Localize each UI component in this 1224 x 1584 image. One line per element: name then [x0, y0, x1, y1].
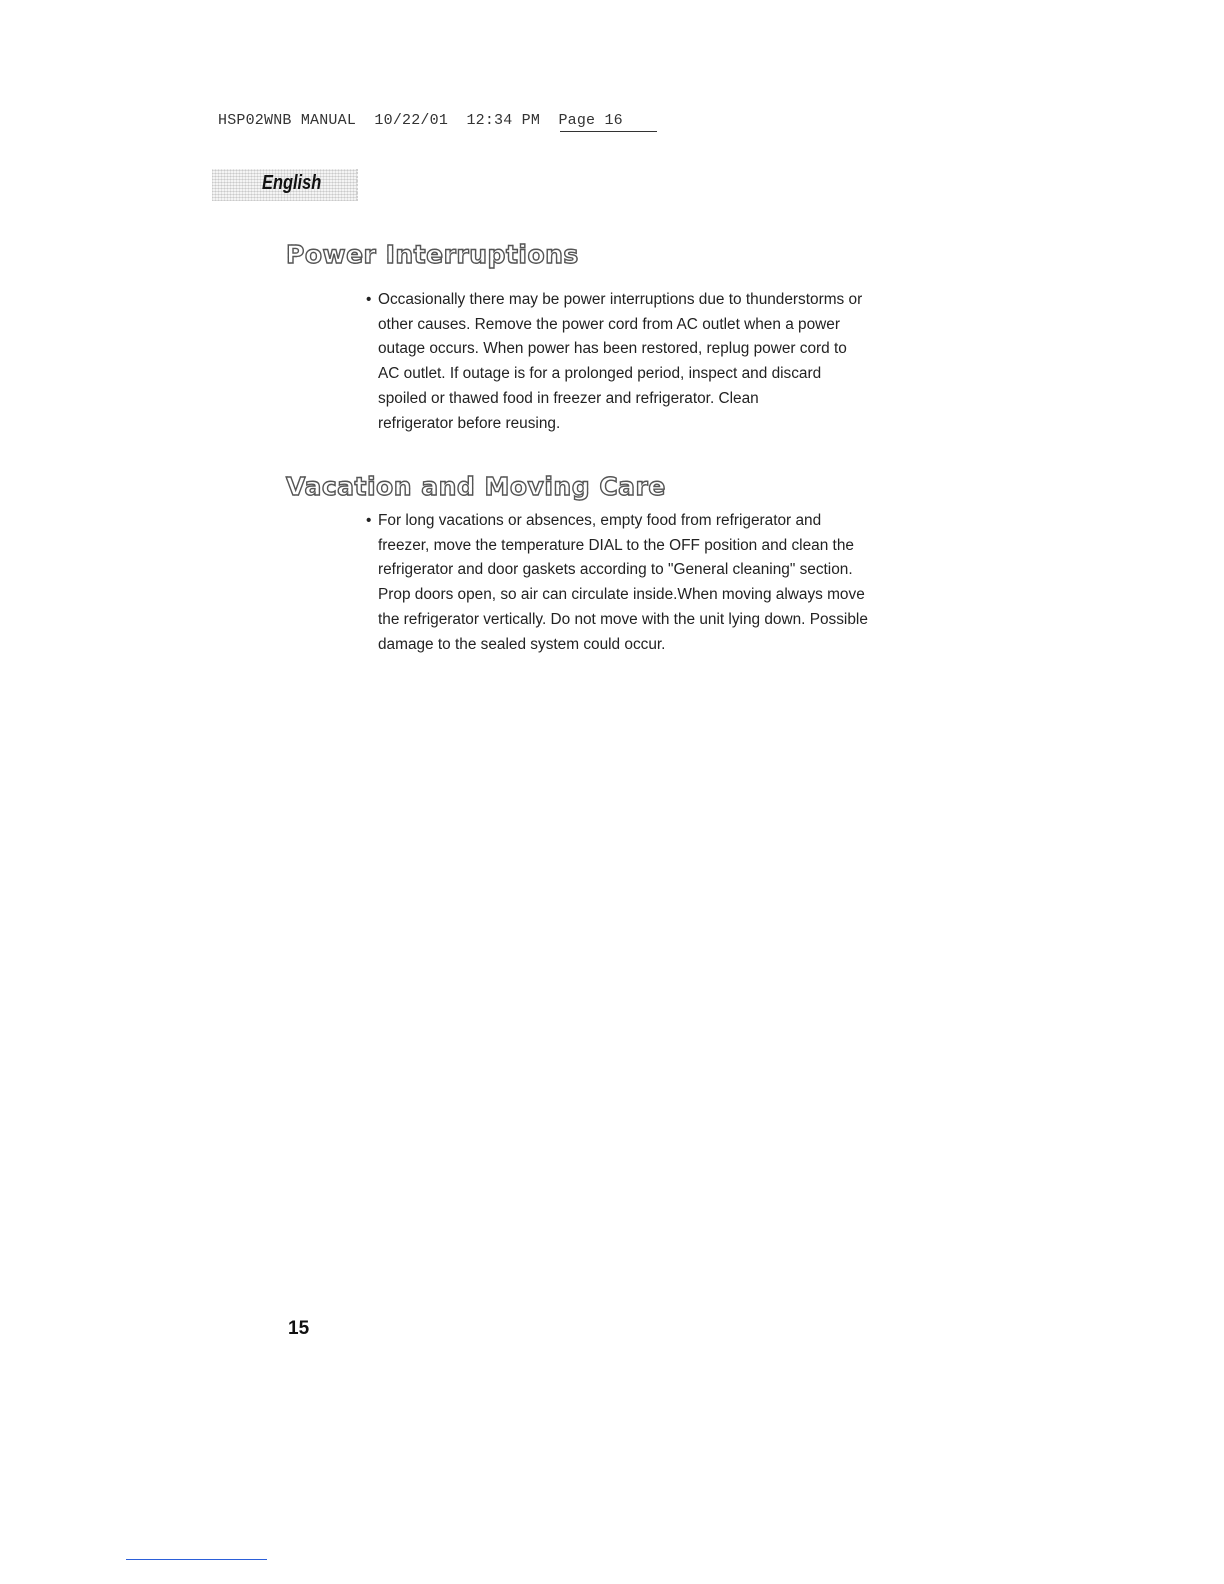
bullet-marker: • — [366, 291, 372, 308]
paragraph — [366, 509, 946, 657]
header-underline — [560, 131, 657, 132]
text-line: other causes. Remove the power cord from AC outlet when a power — [378, 315, 840, 333]
section-body-vacation-and-moving-care — [366, 509, 946, 657]
text-line: the refrigerator vertically. Do not move with the unit lying down. Possible — [378, 610, 868, 628]
footer-rule — [126, 1559, 267, 1560]
language-tab-label: English — [262, 172, 322, 194]
text-line: Occasionally there may be power interruptions due to thunderstorms or — [378, 291, 863, 308]
text-line: spoiled or thawed food in freezer and refrigerator. Clean — [378, 389, 759, 407]
text-line: AC outlet. If outage is for a prolonged period, inspect and discard — [378, 365, 822, 383]
text-line: refrigerator before reusing. — [378, 414, 561, 432]
paragraph — [366, 288, 946, 436]
page-number: 15 — [288, 1318, 310, 1339]
text-line: freezer, move the temperature DIAL to the OFF position and clean the — [378, 536, 854, 554]
section-title-power-interruptions: Power Interruptions — [286, 240, 579, 269]
text-line: Prop doors open, so air can circulate inside.When moving always move — [378, 586, 865, 604]
bullet-marker: • — [366, 512, 372, 529]
section-title-vacation-and-moving-care: Vacation and Moving Care — [286, 472, 666, 501]
section-body-power-interruptions — [366, 288, 946, 436]
language-tab — [212, 169, 358, 201]
text-line: For long vacations or absences, empty food from refrigerator and — [378, 512, 822, 529]
running-head: HSP02WNB MANUAL 10/22/01 12:34 PM Page 16 — [218, 112, 623, 129]
text-line: damage to the sealed system could occur. — [378, 635, 666, 653]
text-line: outage occurs. When power has been restored, replug power cord to — [378, 340, 847, 358]
text-line: refrigerator and door gaskets according to "General cleaning" section. — [378, 561, 853, 579]
